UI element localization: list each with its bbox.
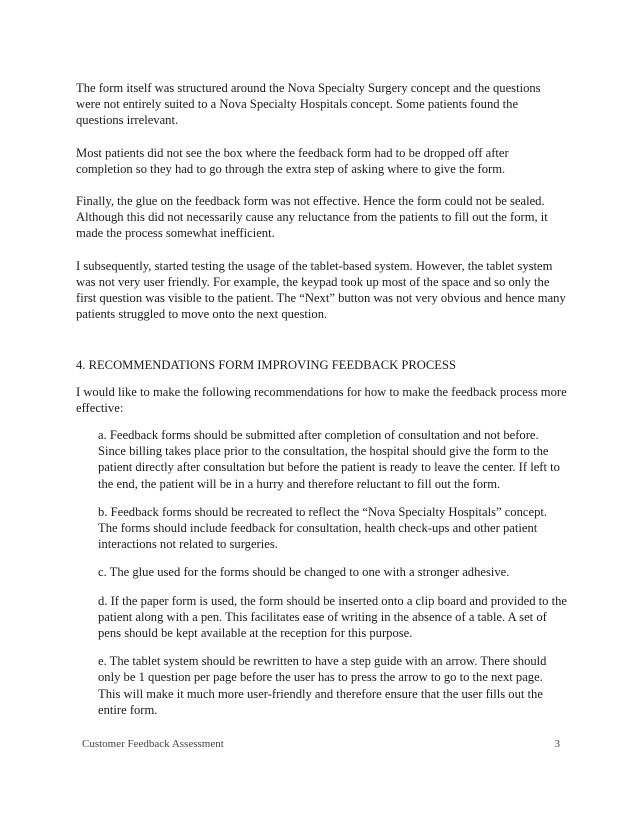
- footer-title: Customer Feedback Assessment: [82, 738, 224, 750]
- section-heading: 4. RECOMMENDATIONS FORM IMPROVING FEEDBACK PROCESS: [76, 358, 456, 373]
- page-number: 3: [554, 738, 560, 750]
- paragraph-tablet: I subsequently, started testing the usage of the tablet-based system. However, the tablet system was not very user friendly. For example, the keypad took up most of the space and so only the first question was visible to the patient. The “Next” button was not very obvious and hence many patients struggled to move onto the next question.: [76, 258, 566, 322]
- paragraph-form-structure: The form itself was structured around the Nova Specialty Surgery concept and the questions were not entirely suited to a Nova Specialty Hospitals concept. Some patients found the questions irrelevant.: [76, 81, 541, 128]
- paragraph-dropbox: Most patients did not see the box where the feedback form had to be dropped off after completion so they had to go through the extra step of asking where to give the form.: [76, 145, 509, 176]
- paragraph-glue: Finally, the glue on the feedback form was not effective. Hence the form could not be sealed. Although this did not necessarily cause any reluctance from the patients to fill out the form, it made the process somewhat inefficient.: [76, 194, 548, 241]
- recommendation-item: e. The tablet system should be rewritten to have a step guide with an arrow. There should only be 1 question per page before the user has to press the arrow to go to the next page. This will make it much more user-friendly and therefore ensure that the user fills out the entire form.: [98, 654, 547, 717]
- recommendation-item: c. The glue used for the forms should be changed to one with a stronger adhesive.: [98, 565, 510, 580]
- recommendations-list: [76, 427, 568, 718]
- recommendation-item: d. If the paper form is used, the form should be inserted onto a clip board and provided to the patient along with a pen. This facilitates ease of writing in the absence of a table. A set of pens should be kept available at the reception for this purpose.: [98, 593, 567, 641]
- page-content: [76, 80, 568, 730]
- page-footer: [82, 738, 560, 754]
- recommendation-item: b. Feedback forms should be recreated to reflect the “Nova Specialty Hospitals” concept. The forms should include feedback for consultation, health check-ups and other patient interactions not related to surgeries.: [98, 504, 548, 552]
- recommendation-item: a. Feedback forms should be submitted after completion of consultation and not before. Since billing takes place prior to the consultation, the hospital should give the form to the patient directly after consultation but before the patient is ready to leave the center. If left to the end, the patient will be in a hurry and therefore reluctant to fill out the form.: [98, 428, 560, 491]
- section-intro: I would like to make the following recommendations for how to make the feedback process more effective:: [76, 384, 567, 415]
